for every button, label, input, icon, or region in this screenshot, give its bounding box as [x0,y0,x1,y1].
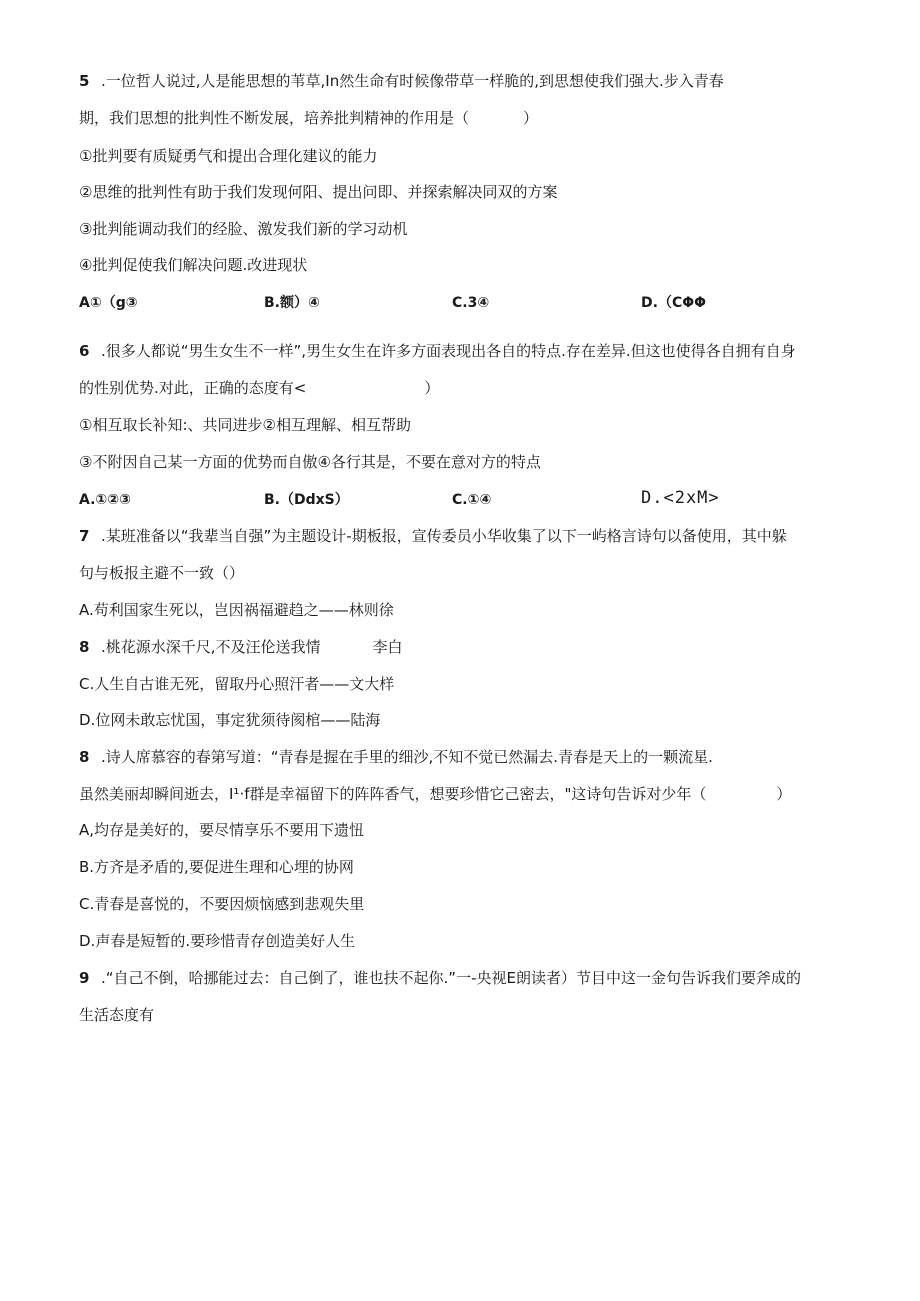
q5-statement-1: ①批判要有质疑勇气和提出合理化建议的能力 [79,147,378,165]
q5-stem-text-1: .一位哲人说过,人是能思想的苇草,In然生命有时候像带草一样脆的,到思想使我们强大.步入青春 [101,72,724,90]
q9-stem-line-1 [79,967,801,989]
q5-option-a[interactable]: A①（g③ [79,295,138,311]
q7-stem-line-1 [79,525,787,547]
q6-option-d[interactable]: D.<2xM> [641,488,720,508]
q8-stem-text-1: .诗人席慕容的春第写道：“青春是握在手里的细沙,不知不觉已然漏去.青春是天上的一颗流星. [101,748,713,766]
q5-stem-text-2: 期，我们思想的批判性不断发展，培养批判精神的作用是（ [79,109,470,127]
q9-number: 9 [79,969,90,987]
q6-option-c[interactable]: C.①④ [452,492,492,508]
q7-stem-text-1: .某班准备以“我辈当自强”为主题设计-期板报，宣传委员小华收集了以下一屿格言诗句以备使用，其中躲 [101,527,787,545]
q8-number: 8 [79,748,90,766]
q7-option-d[interactable]: D.位网未敢忘忧国，事定犹须待阂棺——陆海 [79,711,381,729]
q7-option-a[interactable]: A.苟利国家生死以，岂因祸福避趋之——林则徐 [79,601,394,619]
q5-statement-2: ②思维的批判性有助于我们发现何阳、提出问即、并探索解决同双的方案 [79,183,558,201]
q7-option-b-author: 李白 [372,638,403,656]
q5-option-b[interactable]: B.额）④ [264,295,320,311]
q6-stem-paren-close: ） [424,379,440,397]
q5-statement-4: ④批判促使我们解决问题.改进现状 [79,256,308,274]
q9-stem-text-1: .“自己不倒，哈挪能过去：自己倒了，谁也扶不起你.”一-央视E朗读者）节目中这一金句告诉我们要斧成的 [101,969,801,987]
q6-stem-text-1: .很多人都说“男生女生不一样”,男生女生在许多方面表现出各自的特点.存在差异.但这也使得各自拥有自身 [101,342,796,360]
q8-stem-line-1 [79,746,713,768]
q5-stem-line-2 [79,107,538,129]
q8-option-b[interactable]: B.方齐是矛盾的,要促进生理和心埋的协网 [79,858,354,876]
q5-statement-3: ③批判能调动我们的经脸、激发我们新的学习动机 [79,220,408,238]
q7-stem-line-2: 句与板报主避不一致（） [79,564,245,582]
q6-stem-text-2: 的性别优势.对此，正确的态度有< [79,379,307,397]
q5-number: 5 [79,72,90,90]
q8-stem-line-2 [79,783,791,805]
q5-option-c[interactable]: C.3④ [452,295,490,311]
q5-stem-paren-close: ） [523,109,539,127]
q7-option-b[interactable] [79,636,403,658]
q7-number: 7 [79,527,90,545]
q8-stem-paren-close: ） [776,785,792,803]
q6-statement-2: ③不附因自己某一方面的优势而自傲④各行其是，不要在意对方的特点 [79,453,541,471]
q7-option-b-number: 8 [79,638,90,656]
q6-stem-line-2 [79,377,439,399]
q6-number: 6 [79,342,90,360]
q7-option-c[interactable]: C.人生自古谁无死，留取丹心照汗者——文大样 [79,675,395,693]
q5-option-d[interactable]: D.（CΦΦ [641,295,707,311]
q5-stem-line-1 [79,70,724,92]
q6-statement-1: ①相互取长补知:、共同进步②相互理解、相互帮助 [79,416,411,434]
q9-stem-line-2: 生活态度有 [79,1006,155,1024]
q6-option-a[interactable]: A.①②③ [79,492,131,508]
q8-option-d[interactable]: D.声春是短暂的.要珍惜青存创造美好人生 [79,932,356,950]
q8-stem-text-2: 虽然美丽却瞬间逝去，I¹·f群是幸福留下的阵阵香气，想要珍惜它己密去，"这诗句告诉对少年（ [79,785,707,803]
q7-option-b-text: .桃花源水深千尺,不及汪伦送我情 [101,638,321,656]
q6-option-b[interactable]: B.（DdxS） [264,492,349,508]
q6-stem-line-1 [79,340,796,362]
q8-option-c[interactable]: C.青春是喜悦的，不要因烦恼感到悲观失里 [79,895,365,913]
q8-option-a[interactable]: A,均存是美好的，要尽情享乐不要用下遗忸 [79,821,365,839]
